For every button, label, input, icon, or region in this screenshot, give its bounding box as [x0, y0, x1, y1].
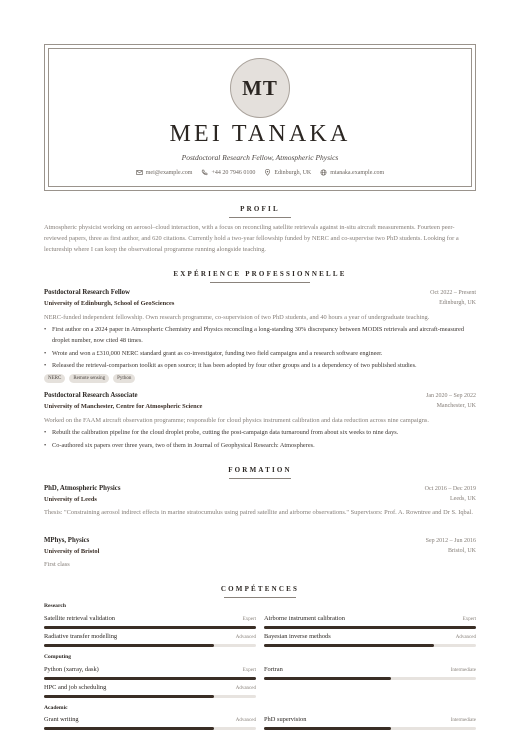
skill-name: Satellite retrieval validation: [44, 615, 115, 622]
contact-list: [45, 169, 475, 176]
skill-name: Fortran: [264, 666, 283, 673]
skill-bar: [264, 727, 476, 730]
skill-level: Advanced: [235, 686, 256, 691]
education-dates: Sep 2012 – Jun 2016: [425, 538, 476, 544]
contact-email[interactable]: [136, 169, 193, 176]
skill-category: Computing: [44, 654, 72, 660]
skill-level: Intermediate: [450, 718, 476, 723]
school-name: University of Bristol: [44, 548, 100, 555]
skill-bar-fill: [264, 644, 434, 647]
skill-name: PhD supervision: [264, 716, 307, 723]
header-card: [44, 44, 476, 191]
skill-name: HPC and job scheduling: [44, 684, 107, 691]
headline: Postdoctoral Research Fellow, Atmospheric Physics: [181, 153, 339, 162]
skill-bar: [44, 677, 256, 680]
skill-bar-fill: [44, 727, 214, 730]
skill-level: Expert: [242, 668, 256, 673]
location-pin-icon: [264, 169, 271, 176]
skill-bar-fill: [44, 626, 256, 629]
skill-bar: [44, 644, 256, 647]
contact-email-text: mei@example.com: [145, 169, 193, 176]
degree-title: MPhys, Physics: [44, 537, 90, 544]
phone-icon: [201, 169, 208, 176]
skill-name: Radiative transfer modelling: [44, 633, 118, 640]
school-name: University of Leeds: [44, 496, 97, 503]
avatar: MT: [230, 58, 290, 118]
person-name: MEI TANAKA: [169, 121, 351, 147]
tag: Remote sensing: [69, 374, 109, 383]
job-location: Manchester, UK: [436, 403, 476, 409]
contact-phone[interactable]: [201, 169, 255, 176]
contact-website-text: mtanaka.example.com: [330, 169, 385, 176]
job-title: Postdoctoral Research Fellow: [44, 289, 130, 296]
skill-bar: [44, 727, 256, 730]
skill-bar: [44, 626, 256, 629]
education-note: Thesis: "Constraining aerosol indirect effects in marine stratocumulus using paired satellite and airborne observations." Supervisors: Prof. A. Rowntree and Dr S. Iqbal.: [44, 509, 473, 516]
skill-bar: [264, 644, 476, 647]
skill-bar-fill: [44, 677, 256, 680]
skill-level: Advanced: [455, 635, 476, 640]
skill-level: Advanced: [235, 635, 256, 640]
skill-name: Bayesian inverse methods: [264, 633, 331, 640]
education-note: First class: [44, 561, 70, 568]
job-summary: NERC-funded independent fellowship. Own research programme, co-supervision of two PhD students, and 40 hours a year of undergraduate teaching.: [44, 314, 430, 321]
list-item: • First author on a 2024 paper in Atmospheric Chemistry and Physics reconciling a long-standing 30% discrepancy between MODIS retrievals and aircraft-measured droplet number, now cited 48 times.: [44, 324, 476, 346]
section-title-experience: EXPÉRIENCE PROFESSIONNELLE: [173, 270, 347, 278]
skill-bar-fill: [44, 644, 214, 647]
school-location: Bristol, UK: [447, 548, 476, 554]
section-title-profile: PROFIL: [240, 205, 280, 213]
job-bullets: [44, 427, 476, 452]
skill-level: Intermediate: [450, 668, 476, 673]
skill-bar-fill: [264, 677, 391, 680]
education-dates: Oct 2016 – Dec 2019: [424, 486, 476, 492]
section-divider: [229, 478, 291, 479]
section-title-skills: COMPÉTENCES: [220, 585, 300, 593]
contact-location-text: Edinburgh, UK: [274, 169, 312, 176]
job-bullets: [44, 324, 476, 373]
skill-level: Advanced: [235, 718, 256, 723]
list-item: • Co-authored six papers over three years, two of them in Journal of Geophysical Research: Atmospheres.: [44, 440, 476, 451]
skill-name: Grant writing: [44, 716, 79, 723]
list-item: • Released the retrieval-comparison toolkit as open source; it has been adopted by four other groups and is a dependency of two published studies.: [44, 360, 476, 371]
skill-bar-fill: [264, 626, 476, 629]
skill-bar-fill: [264, 727, 391, 730]
contact-phone-text: +44 20 7946 0100: [211, 169, 256, 176]
job-dates: Jan 2020 – Sep 2022: [426, 393, 476, 399]
job-organization: University of Edinburgh, School of GeoSciences: [44, 300, 175, 307]
job-location: Edinburgh, UK: [439, 300, 476, 306]
skill-name: Python (xarray, dask): [44, 666, 99, 673]
job-dates: Oct 2022 – Present: [430, 290, 476, 296]
section-divider: [210, 282, 310, 283]
tag: NERC: [44, 374, 65, 383]
job-summary: Worked on the FAAM aircraft observation programme; responsible for cloud physics instrument calibration and data reduction across nine campaigns.: [44, 417, 430, 424]
skill-name: Airborne instrument calibration: [264, 615, 345, 622]
skill-category: Research: [44, 603, 66, 609]
skill-level: Expert: [462, 617, 476, 622]
mail-icon: [136, 169, 143, 176]
section-title-education: FORMATION: [228, 466, 292, 474]
globe-icon: [320, 169, 327, 176]
job-title: Postdoctoral Research Associate: [44, 392, 138, 399]
list-item: • Wrote and won a £310,000 NERC standard grant as co-investigator, funding two field campaigns and a research software engineer.: [44, 348, 476, 359]
job-tags: [44, 374, 135, 383]
skill-bar-fill: [44, 695, 214, 698]
school-location: Leeds, UK: [450, 496, 476, 502]
profile-summary: Atmospheric physicist working on aerosol–cloud interaction, with a focus on reconciling satellite retrievals against in-situ aircraft measurements. Fourteen peer-reviewed papers, three as first author, and 620 citations. Currently hold a two-year fellowship funded by NERC and co-supervise two PhD students. Looking for a lectureship where I can keep the observational programme running alongside teaching.: [44, 224, 459, 253]
skill-level: Expert: [242, 617, 256, 622]
skill-bar: [264, 626, 476, 629]
contact-location: [264, 169, 311, 176]
degree-title: PhD, Atmospheric Physics: [44, 485, 121, 492]
tag: Python: [113, 374, 135, 383]
contact-website[interactable]: [320, 169, 384, 176]
skill-category: Academic: [44, 705, 68, 711]
job-organization: University of Manchester, Centre for Atmospheric Science: [44, 403, 203, 410]
section-divider: [229, 217, 291, 218]
skill-bar: [44, 695, 256, 698]
section-divider: [224, 597, 296, 598]
list-item: • Rebuilt the calibration pipeline for the cloud droplet probe, cutting the post-campaign data turnaround from about six weeks to nine days.: [44, 427, 476, 438]
skill-bar: [264, 677, 476, 680]
